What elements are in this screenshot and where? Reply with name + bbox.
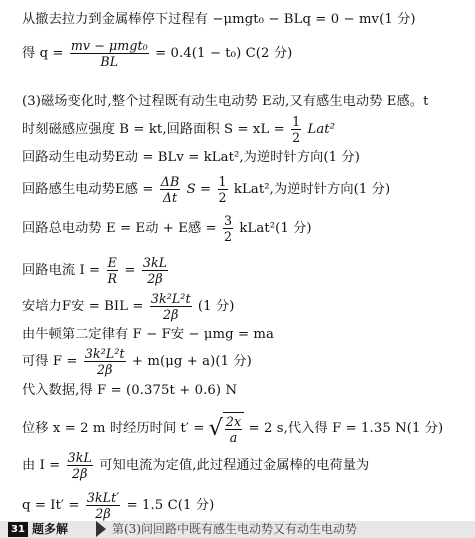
- fraction-2x-over-a: [225, 414, 242, 445]
- line-2-prefix: 得 q =: [22, 46, 64, 61]
- fraction-numerator: mv − μmgt₀: [70, 38, 148, 53]
- fraction-e-over-r: [107, 255, 119, 286]
- line-6: [22, 174, 390, 205]
- line-8-equals: =: [124, 263, 136, 278]
- fraction-numerator: 1: [292, 114, 301, 129]
- fraction-denominator: R: [107, 271, 118, 286]
- fraction-denominator: 2: [223, 229, 233, 244]
- line-8-prefix: 回路电流 I =: [22, 263, 101, 278]
- line-14-suffix: 可知电流为定值,此过程通过金属棒的电荷量为: [99, 458, 370, 473]
- banner-badge: 31: [8, 522, 28, 537]
- line-4-prefix: 时刻磁感应强度 B = kt,回路面积 S = xL =: [22, 122, 285, 137]
- line-12: [22, 383, 237, 399]
- fraction-current: [142, 255, 168, 286]
- sqrt-expression: [209, 412, 244, 445]
- fraction-denominator: 2β: [86, 505, 120, 521]
- line-9: [22, 291, 234, 322]
- fraction-denominator: 2β: [84, 361, 126, 377]
- fraction-numerator: 2x: [225, 414, 242, 429]
- line-14-prefix: 由 I =: [22, 458, 61, 473]
- line-1: [22, 12, 416, 28]
- line-11-suffix: + m(μg + a)(1 分): [131, 354, 252, 369]
- fraction-numerator: 3k²L²t: [84, 346, 125, 361]
- fraction-half: [291, 114, 301, 145]
- line-9-suffix: (1 分): [197, 299, 235, 314]
- fraction-numerator: 3: [223, 213, 233, 228]
- fraction-numerator: ΔB: [160, 174, 180, 189]
- line-7: [22, 213, 312, 244]
- fraction-ampere-force: [150, 291, 192, 322]
- line-15: [22, 490, 214, 521]
- line-13-prefix: 位移 x = 2 m 时经历时间 t′ =: [22, 421, 205, 436]
- line-3: [22, 94, 428, 110]
- fraction-half-2: [218, 174, 228, 205]
- fraction-current-2: [67, 450, 93, 481]
- line-7-prefix: 回路总电动势 E = E动 + E感 =: [22, 221, 217, 236]
- line-15-suffix: = 1.5 C(1 分): [126, 498, 215, 513]
- fraction-denominator: 2β: [150, 306, 192, 322]
- fraction-three-halves: [223, 213, 233, 244]
- line-8: [22, 255, 170, 286]
- banner-arrow-icon: [96, 521, 106, 537]
- line-11: [22, 346, 252, 377]
- line-5: [22, 150, 360, 166]
- fraction-denominator: Δt: [160, 189, 181, 205]
- fraction-denominator: BL: [70, 53, 149, 69]
- line-2-suffix: = 0.4(1 − t₀) C(2 分): [155, 46, 293, 61]
- fraction-charge: [86, 490, 120, 521]
- line-15-prefix: q = It′ =: [22, 498, 80, 513]
- fraction-q: [70, 38, 149, 69]
- line-12-text: 代入数据,得 F = (0.375t + 0.6) N: [22, 383, 238, 398]
- fraction-denominator: 2: [292, 130, 301, 145]
- fraction-denominator: a: [225, 429, 242, 445]
- line-3-text: (3)磁场变化时,整个过程既有动生电动势 E动,又有感生电动势 E感。t: [22, 94, 429, 109]
- fraction-denominator: 2: [218, 190, 227, 205]
- fraction-denominator: 2β: [142, 270, 168, 286]
- line-6-mid: S =: [186, 182, 212, 197]
- line-10-text: 由牛顿第二定律有 F − F安 − μmg = ma: [22, 327, 274, 342]
- line-9-prefix: 安培力F安 = BIL =: [22, 299, 144, 314]
- line-14: [22, 450, 369, 481]
- radical-sign-icon: √: [208, 415, 223, 441]
- line-13: [22, 412, 443, 445]
- fraction-numerator: 1: [218, 174, 227, 189]
- line-10: [22, 327, 274, 343]
- fraction-numerator: 3k²L²t: [150, 291, 191, 306]
- fraction-numerator: E: [107, 255, 117, 270]
- line-7-suffix: kLat²(1 分): [239, 221, 312, 236]
- line-11-prefix: 可得 F =: [22, 354, 78, 369]
- line-6-suffix: kLat²,为逆时针方向(1 分): [233, 182, 391, 197]
- fraction-numerator: 3kL: [67, 450, 92, 465]
- line-4: [22, 114, 335, 145]
- fraction-denominator: 2β: [67, 465, 93, 481]
- line-5-text: 回路动生电动势E动 = BLv = kLat²,为逆时针方向(1 分): [22, 150, 360, 165]
- fraction-force: [84, 346, 126, 377]
- banner-label: 题多解: [32, 522, 69, 536]
- fraction-numerator: 3kLt′: [86, 490, 120, 505]
- line-6-prefix: 回路感生电动势E感 =: [22, 182, 154, 197]
- line-2: [22, 38, 292, 69]
- multi-solution-banner: [0, 521, 475, 538]
- banner-text: 第(3)问回路中既有感生电动势又有动生电动势: [112, 522, 357, 536]
- line-4-suffix: Lat²: [307, 122, 336, 137]
- line-13-suffix: = 2 s,代入得 F = 1.35 N(1 分): [248, 421, 444, 436]
- line-1-text: 从撤去拉力到金属棒停下过程有 −μmgt₀ − BLq = 0 − mv(1 分): [22, 12, 416, 27]
- fraction-delta: [160, 174, 181, 205]
- fraction-numerator: 3kL: [142, 255, 168, 270]
